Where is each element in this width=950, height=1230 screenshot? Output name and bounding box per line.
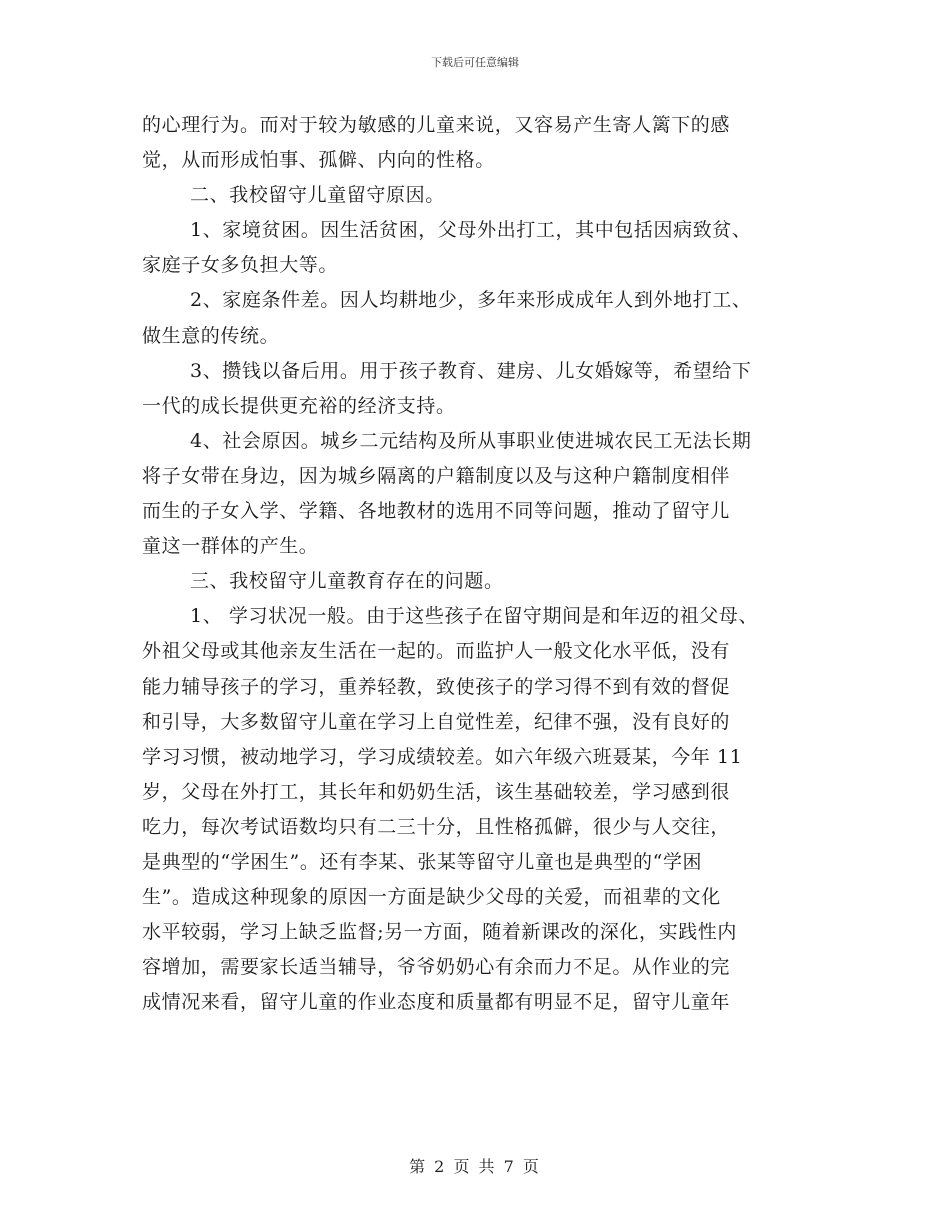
- text-line: 觉，从而形成怕事、孤僻、内向的性格。: [142, 149, 495, 172]
- page-header-note: 下载后可任意编辑: [431, 56, 519, 69]
- text-line: 3、攒钱以备后用。用于孩子教育、建房、儿女婚嫁等，希望给下: [190, 359, 752, 382]
- text-line: 容增加，需要家长适当辅导，爷爷奶奶心有余而力不足。从作业的完: [142, 956, 731, 979]
- text-line: 家庭子女多负担大等。: [142, 254, 339, 277]
- text-line: 是典型的“学困生”。还有李某、张某等留守儿童也是典型的“学困: [142, 850, 703, 873]
- text-line: 能力辅导孩子的学习，重养轻教，致使孩子的学习得不到有效的督促: [142, 675, 731, 698]
- text-line: 而生的子女入学、学籍、各地教材的选用不同等问题，推动了留守儿: [142, 500, 731, 523]
- text-line: 岁，父母在外打工，其长年和奶奶生活，该生基础较差，学习感到很: [142, 780, 731, 803]
- text-line: 2、家庭条件差。因人均耕地少，多年来形成成年人到外地打工、: [190, 289, 752, 312]
- text-line: 一代的成长提供更充裕的经济支持。: [142, 394, 456, 417]
- text-line: 和引导，大多数留守儿童在学习上自觉性差，纪律不强，没有良好的: [142, 710, 731, 733]
- document-body: [142, 108, 817, 1020]
- text-line: 吃力，每次考试语数均只有二三十分，且性格孤僻，很少与人交往，: [142, 815, 731, 838]
- text-line: 三、我校留守儿童教育存在的问题。: [190, 570, 504, 593]
- text-line: 成情况来看，留守儿童的作业态度和质量都有明显不足，留守儿童年: [142, 991, 731, 1014]
- text-line: 做生意的传统。: [142, 324, 280, 347]
- text-line: 1、家境贫困。因生活贫困，父母外出打工，其中包括因病致贫、: [190, 219, 752, 242]
- text-line: 水平较弱，学习上缺乏监督;另一方面，随着新课改的深化，实践性内: [142, 921, 738, 944]
- text-line: 外祖父母或其他亲友生活在一起的。而监护人一般文化水平低，没有: [142, 640, 731, 663]
- text-line: 4、社会原因。城乡二元结构及所从事职业使进城农民工无法长期: [190, 429, 752, 452]
- page-number: 第 2 页 共 7 页: [409, 1157, 541, 1176]
- text-line: 生”。造成这种现象的原因一方面是缺少父母的关爱，而祖辈的文化: [142, 886, 721, 909]
- text-line: 将子女带在身边，因为城乡隔离的户籍制度以及与这种户籍制度相伴: [142, 464, 731, 487]
- text-line: 二、我校留守儿童留守原因。: [190, 184, 445, 207]
- text-line: 的心理行为。而对于较为敏感的儿童来说，又容易产生寄人篱下的感: [142, 114, 731, 136]
- text-line: 童这一群体的产生。: [142, 535, 319, 558]
- text-line: 1、 学习状况一般。由于这些孩子在留守期间是和年迈的祖父母、: [190, 605, 759, 628]
- text-line: 学习习惯，被动地学习，学习成绩较差。如六年级六班聂某，今年 11: [142, 745, 743, 768]
